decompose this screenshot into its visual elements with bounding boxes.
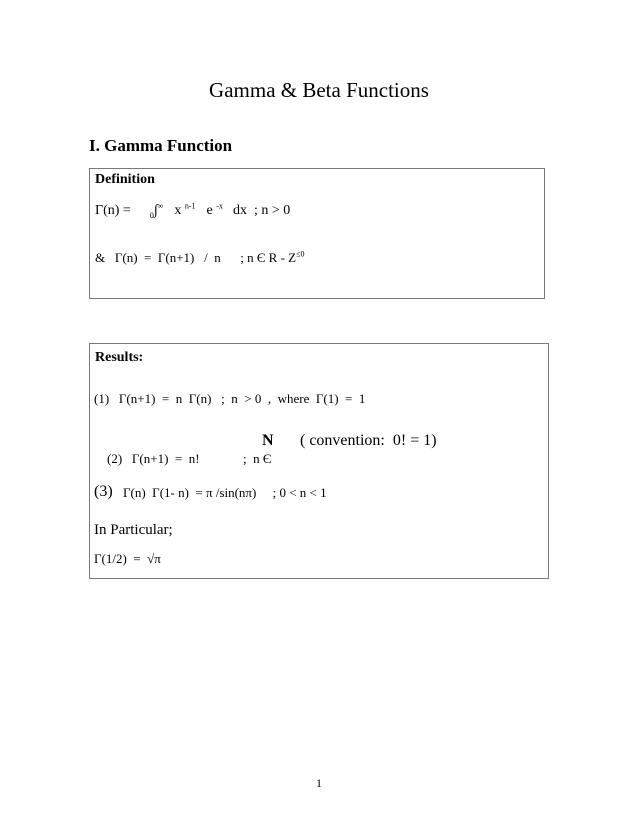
eq1-base-x: x	[174, 203, 182, 218]
result-2-left: (2) Γ(n+1) = n!	[107, 451, 200, 466]
result-3: Γ(n) Γ(1- n) = π /sin(nπ) ; 0 < n < 1	[123, 485, 327, 500]
eq1-exponent-x: n-1	[184, 201, 196, 211]
eq1-base-e: e	[206, 203, 213, 218]
integral-sign: ∫	[153, 203, 158, 218]
result-1: (1) Γ(n+1) = n Γ(n) ; n > 0 , where Γ(1) = 1	[94, 391, 366, 406]
eq2-text: & Γ(n) = Γ(n+1) / n ; n Є R - Z	[95, 250, 297, 265]
result-2-mid-text: ; n Є	[243, 451, 272, 466]
integral-lower-limit: 0	[149, 210, 154, 220]
natural-numbers-symbol: N	[262, 432, 274, 449]
in-particular-label: In Particular;	[94, 522, 173, 538]
particular-equation: Γ(1/2) = √π	[94, 551, 161, 566]
section-heading: I. Gamma Function	[89, 136, 233, 155]
eq1-rest: dx ; n > 0	[232, 203, 291, 218]
gamma-recurrence-equation	[95, 250, 305, 266]
result-2	[94, 435, 200, 483]
result-3-label: (3)	[94, 483, 113, 500]
definition-box	[89, 168, 545, 299]
definition-title: Definition	[95, 172, 155, 187]
eq2-superscript: ≤0	[296, 249, 305, 259]
eq1-lhs: Γ(n) =	[95, 203, 131, 218]
results-title: Results:	[95, 350, 144, 365]
page-title: Gamma & Beta Functions	[209, 78, 429, 102]
eq1-exponent-e: -x	[216, 201, 223, 211]
results-box	[89, 343, 549, 579]
page-number: 1	[316, 776, 322, 790]
integral-upper-limit: ∞	[157, 201, 164, 211]
gamma-definition-equation	[95, 203, 290, 219]
result-2-convention: ( convention: 0! = 1)	[300, 432, 437, 449]
